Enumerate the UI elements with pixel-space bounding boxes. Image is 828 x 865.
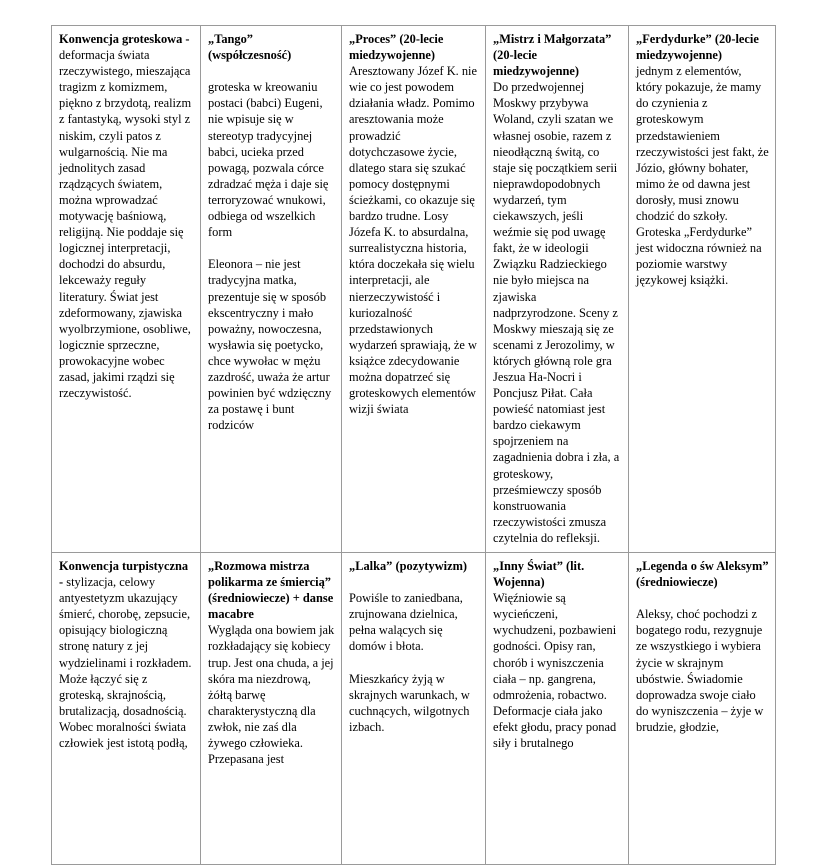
cell-paragraph [59, 31, 194, 401]
cell-paragraph: Wygląda ona bowiem jak rozkładający się kobiecy trup. Jest ona chuda, a jej skóra ma niezdrową, żółtą barwę charakterystyczną dla zwłok, nie zaś dla żywego człowieka. Przepasana jest [208, 623, 335, 767]
cell-paragraph: Mieszkańcy żyją w skrajnych warunkach, w cuchnących, wilgotnych izbach. [349, 671, 470, 734]
cell-title: „Tango” (współczesność) [208, 32, 292, 63]
cell-paragraph: jednym z elementów, który pokazuje, że mamy do czynienia z groteskowym przedstawieniem rzeczywistości jest fakt, że Józio, główny bohater, mimo że od dawna jest dorosły, musi znowu chodzić do szkoły. Groteska „Ferdydurke” jest widoczna również na poziomie warstwy językowej książki. [636, 64, 769, 288]
cell-title: Konwencja turpistyczna - [59, 559, 189, 590]
table-cell-lalka [342, 553, 486, 865]
cell-title: Konwencja groteskowa - [59, 32, 190, 46]
cell-paragraph: Powiśle to zaniedbana, zrujnowana dzielnica, pełna walących się domów i błota. [349, 591, 463, 654]
table-cell-mistrz-i-malgorzata [486, 26, 629, 553]
cell-title: „Lalka” (pozytywizm) [349, 559, 468, 573]
cell-title: „Legenda o św Aleksym” (średniowiecze) [636, 559, 769, 590]
table-cell-legenda-o-sw-aleksym [629, 553, 776, 865]
cell-paragraph: Do przedwojennej Moskwy przybywa Woland, czyli szatan we własnej osobie, razem z nieodłączną świtą, co staje się początkiem serii nieprawdopodobnych wydarzeń, tym ciekawszych, jeśli weźmie się pod uwagę fakt, że w ideologii Związku Radzieckiego nie było miejsca na zjawiska nadprzyrodzone. Sceny z Moskwy mieszają się ze scenami z Jerozolimy, w których główną role gra Jeszua Ha-Nocri i Poncjusz Piłat. Cała powieść natomiast jest bardzo ciekawym spojrzeniem na zagadnienia dobra i zła, a groteskowy, prześmiewczy sposób konstruowania rzeczywistości zmusza czytelnia do refleksji. [493, 80, 620, 545]
cell-title: „Rozmowa mistrza polikarma ze śmiercią” (średniowiecze) + danse macabre [208, 559, 334, 622]
table-cell-inny-swiat [486, 553, 629, 865]
cell-paragraph: Aresztowany Józef K. nie wie co jest powodem działania władz. Pomimo aresztowania może prowadzić dotychczasowe życie, dlatego stara się szukać pomocy dostępnymi ścieżkami, co okazuje się bardzo trudne. Losy Józefa K. to absurdalna, surrealistyczna historia, która doczekała się wielu interpretacji, ale nierzeczywistość i kuriozalność przedstawionych wydarzeń sprawiają, że w książce zdecydowanie można dopatrzeć się groteskowych elementów wizji świata [349, 64, 477, 417]
table-cell-proces [342, 26, 486, 553]
cell-text: stylizacja, celowy antyestetyzm ukazujący śmierć, chorobę, zepsucie, opisujący biologiczną stronę natury z jej wydzielinami i rozkładem. Może łączyć się z groteską, skrajnością, brutalizacją, dosadnością. Wobec moralności świata człowiek jest istotą podłą, [59, 575, 192, 751]
table-row [52, 26, 776, 553]
cell-paragraph [59, 558, 194, 751]
cell-paragraph: Eleonora – nie jest tradycyjna matka, prezentuje się w sposób ekscentryczny i mało poważny, nowoczesna, wysławia się poetycko, chce wywołac w mężu zazdrość, uważa że artur powinien być wdzięczny za postawę i bunt rodziców [208, 257, 332, 433]
cell-title: „Ferdydurke” (20-lecie miedzywojenne) [636, 32, 759, 63]
cell-paragraph: Aleksy, choć pochodzi z bogatego rodu, rezygnuje ze wszystkiego i wybiera życie w skrajnym ubóstwie. Świadomie doprowadza swoje ciało do wyniszczenia – żyje w brudzie, głodzie, [636, 607, 764, 734]
table-cell-grotesque-convention [52, 26, 201, 553]
cell-text: deformacja świata rzeczywistego, mieszająca tragizm z komizmem, piękno z brzydotą, realizm z fantastyką, wysoki styl z niskim, czyli patos z wulgarnością. Nie ma jednolitych zasad rządzących światem, można wprowadzać motywację baśniową, religijną. Nie poddaje się logicznej interpretacji, dochodzi do absurdu, lekceważy reguły literatury. Świat jest zdeformowany, zjawiska wyolbrzymione, osobliwe, logicznie sprzeczne, prowokacyjne wobec zasad, jakimi rządzi się rzeczywistość. [59, 48, 192, 401]
table-cell-ferdydurke [629, 26, 776, 553]
cell-paragraph: groteska w kreowaniu postaci (babci) Eugeni, nie wpisuje się w stereotyp tradycyjnej babci, ucieka przed powagą, pozwala córce zdradzać męża i daje się terroryzować wnukowi, odbiega od wszelkich form [208, 80, 329, 240]
table-cell-tango [201, 26, 342, 553]
cell-paragraph: Więźniowie są wycieńczeni, wychudzeni, pozbawieni godności. Opisy ran, chorób i wyniszczenia ciała – np. gangrena, odmrożenia, robactwo. Deformacje ciała jako efekt głodu, pracy ponad siły i brutalnego [493, 591, 617, 751]
table-body [52, 26, 776, 865]
cell-title: „Inny Świat” (lit. Wojenna) [493, 559, 585, 590]
table-cell-turpistic-convention [52, 553, 201, 865]
table-row [52, 553, 776, 865]
cell-title: „Proces” (20-lecie miedzywojenne) [349, 32, 444, 63]
cell-title: „Mistrz i Małgorzata” (20-lecie miedzywojenne) [493, 32, 612, 79]
literary-conventions-table [51, 25, 776, 865]
table-cell-rozmowa-mistrza-polikarpa [201, 553, 342, 865]
